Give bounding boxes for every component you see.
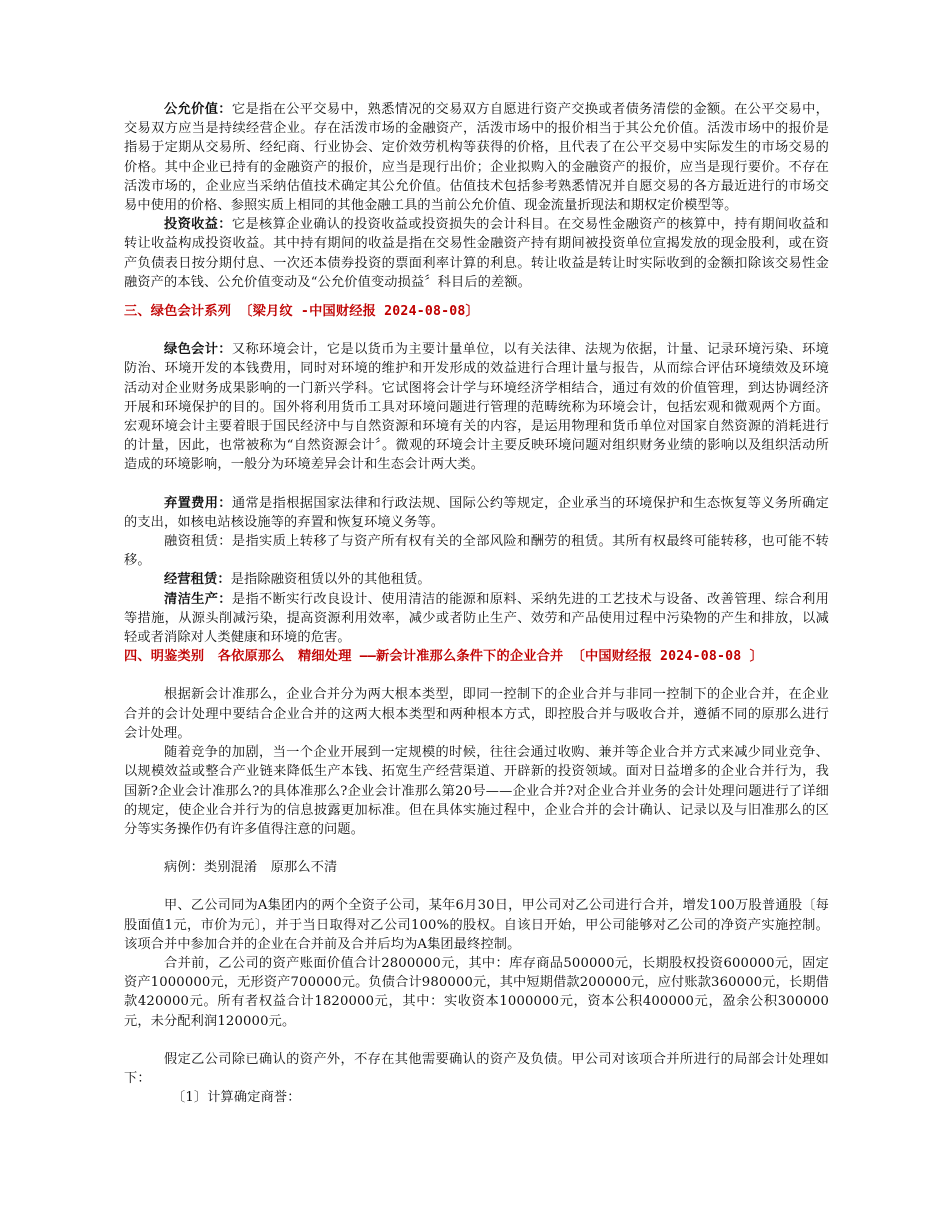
article-paragraph-4: 合并前，乙公司的资产账面价值合计2800000元，其中：库存商品500000元，长期股权投资600000元，固定资产1000000元，无形资产700000元。负债合计980000元，其中短期借款200000元，应付账款360000元，长期借款420000元。所有者权益合计1820000元，其中：实收资本1000000元，资本公积400000元，盈余公积300000元，未分配利润120000元。: [124, 955, 829, 1029]
section-4-heading: 四、明鉴类别 各依原那么 精细处理 ——新会计准那么条件下的企业合并 〔中国财经报 2024-08-08 〕: [124, 649, 763, 665]
fair-value-paragraph: [124, 100, 829, 215]
article-paragraph-6: 〔1〕计算确定商誉：: [172, 1090, 301, 1106]
operating-lease-text: 是指除融资租赁以外的其他租赁。: [230, 572, 431, 588]
section-3-heading: 三、绿色会计系列 〔梁月纹 -中国财经报 2024-08-08〕: [124, 304, 479, 320]
article-paragraph-2: 随着竞争的加剧，当一个企业开展到一定规模的时候，往往会通过收购、兼并等企业合并方式来减少同业竞争、以规模效益或整合产业链来降低生产本钱、拓宽生产经营渠道、开辟新的投资领域。面对日益增多的企业合并行为，我国新?企业会计准那么?的具体准那么?企业会计准那么第20号——企业合并?对企业合并业务的会计处理问题进行了详细的规定，使企业合并行为的信息披露更加标准。但在具体实施过程中，企业合并的会计确认、记录以及与旧准那么的区分等实务操作仍有许多值得注意的问题。: [124, 745, 829, 837]
article-paragraph-1: 根据新会计准那么，企业合并分为两大根本类型，即同一控制下的企业合并与非同一控制下的企业合并，在企业合并的会计处理中要结合企业合并的这两大根本类型和两种根本方式，即控股合并与吸收合并，遵循不同的原那么进行会计处理。: [124, 687, 829, 741]
abandonment-cost-text: 通常是指根据国家法律和行政法规、国际公约等规定，企业承当的环境保护和生态恢复等义务所确定的支出，如核电站核设施等的弃置和恢复环境义务等。: [124, 495, 829, 530]
finance-lease-paragraph: [124, 532, 829, 570]
green-accounting-text: 又称环境会计，它是以货币为主要计量单位，以有关法律、法规为依据，计量、记录环境污染、环境防治、环境开发的本钱费用，同时对环境的维护和开发形成的效益进行合理计量与报告，从而综合评估环境绩效及环境活动对企业财务成果影响的一门新兴学科。它试图将会计学与环境经济学相结合，通过有效的价值管理，到达协调经济开展和环境保护的目的。国外将利用货币工具对环境问题进行管理的范畴统称为环境会计，包括宏观和微观两个方面。宏观环境会计主要着眼于国民经济中与自然资源和环境有关的内容，是运用物理和货币单位对国家自然资源的消耗进行的计量，因此，也常被称为“自然资源会计〞。微观的环境会计主要反映环境问题对组织财务业绩的影响以及组织活动所造成的环境影响，一般分为环境差异会计和生态会计两大类。: [124, 342, 829, 473]
investment-income-term: 投资收益：: [164, 217, 232, 233]
fair-value-text: 它是指在公平交易中，熟悉情况的交易双方自愿进行资产交换或者债务清偿的金额。在公平交易中，交易双方应当是持续经营企业。存在活泼市场的金融资产，活泼市场中的报价相当于其公允价值。活泼市场中的报价是指易于定期从交易所、经纪商、行业协会、定价效劳机构等获得的价格，且代表了在公平交易中实际发生的市场交易的价格。其中企业已持有的金融资产的报价，应当是现行出价；企业拟购入的金融资产的报价，应当是现行要价。不存在活泼市场的，企业应当采纳估值技术确定其公允价值。估值技术包括参考熟悉情况并自愿交易的各方最近进行的市场交易中使用的价格、参照实质上相同的其他金融工具的当前公允价值、现金流量折现法和期权定价模型等。: [124, 102, 829, 214]
abandonment-cost-term: 弃置费用：: [164, 495, 232, 511]
article-paragraph-3: 甲、乙公司同为A集团内的两个全资子公司，某年6月30日，甲公司对乙公司进行合并，增发100万股普通股〔每股面值1元，市价为元〕，并于当日取得对乙公司100%的股权。自该日开始，甲公司能够对乙公司的净资产实施控制。该项合并中参加合并的企业在合并前及合并后均为A集团最终控制。: [124, 898, 829, 952]
finance-lease-text: 是指实质上转移了与资产所有权有关的全部风险和酬劳的租赁。其所有权最终可能转移，也可能不转移。: [124, 534, 829, 569]
finance-lease-term: 融资租赁：: [164, 534, 232, 550]
operating-lease-term: 经营租赁：: [164, 572, 231, 588]
article-paragraph-5: 假定乙公司除已确认的资产外，不存在其他需要确认的资产及负债。甲公司对该项合并所进行的局部会计处理如下：: [124, 1051, 829, 1086]
fair-value-term: 公允价值：: [164, 102, 232, 117]
investment-income-text: 它是核算企业确认的投资收益或投资损失的会计科目。在交易性金融资产的核算中，持有期间收益和转让收益构成投资收益。其中持有期间的收益是指在交易性金融资产持有期间被投资单位宣揭发放的现金股利，或在资产负债表日按分期付息、一次还本债券投资的票面利率计算的利息。转让收益是转让时实际收到的金额扣除该交易性金融资产的本钱、公允价值变动及“公允价值变动损益〞科目后的差额。: [124, 217, 829, 290]
document-page: [124, 100, 829, 1107]
clean-production-term: 清洁生产：: [164, 591, 232, 607]
operating-lease-paragraph: [124, 570, 829, 589]
green-accounting-paragraph: [124, 340, 829, 474]
clean-production-paragraph: [124, 590, 829, 648]
abandonment-cost-paragraph: [124, 494, 829, 532]
case-title: 病例：类别混淆 原那么不清: [164, 860, 338, 876]
clean-production-text: 是指不断实行改良设计、使用清洁的能源和原料、采纳先进的工艺技术与设备、改善管理、综合利用等措施，从源头削减污染，提高资源利用效率，减少或者防止生产、效劳和产品使用过程中污染物的产生和排放，以减轻或者消除对人类健康和环境的危害。: [124, 591, 829, 646]
investment-income-paragraph: [124, 215, 829, 292]
green-accounting-term: 绿色会计：: [164, 342, 232, 358]
